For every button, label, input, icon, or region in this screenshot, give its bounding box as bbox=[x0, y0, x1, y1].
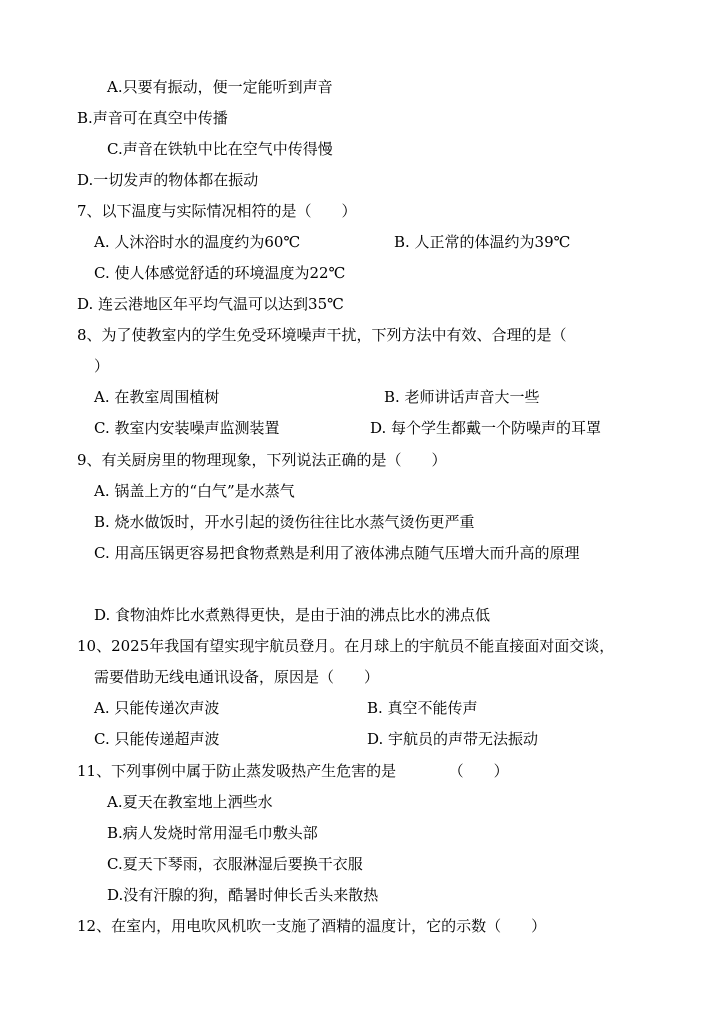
q11-option-c: C.夏天下琴雨，衣服淋湿后要换干衣服 bbox=[107, 855, 363, 873]
q9-option-a: A. 锅盖上方的“白气”是水蒸气 bbox=[94, 482, 295, 500]
q12-stem: 12、在室内，用电吹风机吹一支施了酒精的温度计，它的示数（ ） bbox=[77, 917, 547, 935]
q10-option-a: A. 只能传递次声波 bbox=[94, 699, 220, 717]
q11-stem: 11、下列事例中属于防止蒸发吸热产生危害的是 （ ） bbox=[77, 762, 509, 780]
q7-option-d: D. 连云港地区年平均气温可以达到35℃ bbox=[77, 295, 344, 313]
q8-option-b: B. 老师讲话声音大一些 bbox=[384, 388, 540, 406]
q9-option-c: C. 用高压锅更容易把食物煮熟是利用了液体沸点随气压增大而升高的原理 bbox=[94, 544, 580, 562]
q6-option-b: B.声音可在真空中传播 bbox=[77, 109, 228, 127]
q9-stem: 9、有关厨房里的物理现象，下列说法正确的是（ ） bbox=[77, 451, 447, 469]
q9-option-d: D. 食物油炸比水煮熟得更快，是由于油的沸点比水的沸点低 bbox=[94, 606, 491, 624]
q7-option-b: B. 人正常的体温约为39℃ bbox=[394, 233, 571, 251]
q10-stem-2: 需要借助无线电通讯设备，原因是（ ） bbox=[94, 668, 380, 686]
q10-stem: 10、2025年我国有望实现宇航员登月。在月球上的宇航员不能直接面对面交谈， bbox=[77, 637, 615, 655]
q7-stem: 7、以下温度与实际情况相符的是（ ） bbox=[77, 202, 357, 220]
q10-option-d: D. 宇航员的声带无法振动 bbox=[367, 730, 539, 748]
q6-option-a: A.只要有振动，便一定能听到声音 bbox=[107, 78, 333, 96]
q6-option-c: C.声音在铁轨中比在空气中传得慢 bbox=[107, 140, 333, 158]
q11-option-d: D.没有汗腺的狗，酷暑时伸长舌头来散热 bbox=[107, 886, 379, 904]
q6-option-d: D.一切发声的物体都在振动 bbox=[77, 171, 259, 189]
q8-stem: 8、为了使教室内的学生免受环境噪声干扰，下列方法中有效、合理的是（ bbox=[77, 326, 567, 344]
q11-option-a: A.夏天在教室地上洒些水 bbox=[107, 793, 273, 811]
q11-option-b: B.病人发烧时常用湿毛巾敷头部 bbox=[107, 824, 318, 842]
q7-option-a: A. 人沐浴时水的温度约为60℃ bbox=[94, 233, 301, 251]
q7-option-c: C. 使人体感觉舒适的环境温度为22℃ bbox=[94, 264, 346, 282]
q8-option-d: D. 每个学生都戴一个防噪声的耳罩 bbox=[370, 419, 602, 437]
q10-option-b: B. 真空不能传声 bbox=[367, 699, 478, 717]
q8-stem-end: ） bbox=[94, 357, 110, 375]
q9-option-b: B. 烧水做饭时，开水引起的烫伤往往比水蒸气烫伤更严重 bbox=[94, 513, 475, 531]
q10-option-c: C. 只能传递超声波 bbox=[94, 730, 220, 748]
q8-option-c: C. 教室内安装噪声监测装置 bbox=[94, 419, 280, 437]
q8-option-a: A. 在教室周围植树 bbox=[94, 388, 220, 406]
